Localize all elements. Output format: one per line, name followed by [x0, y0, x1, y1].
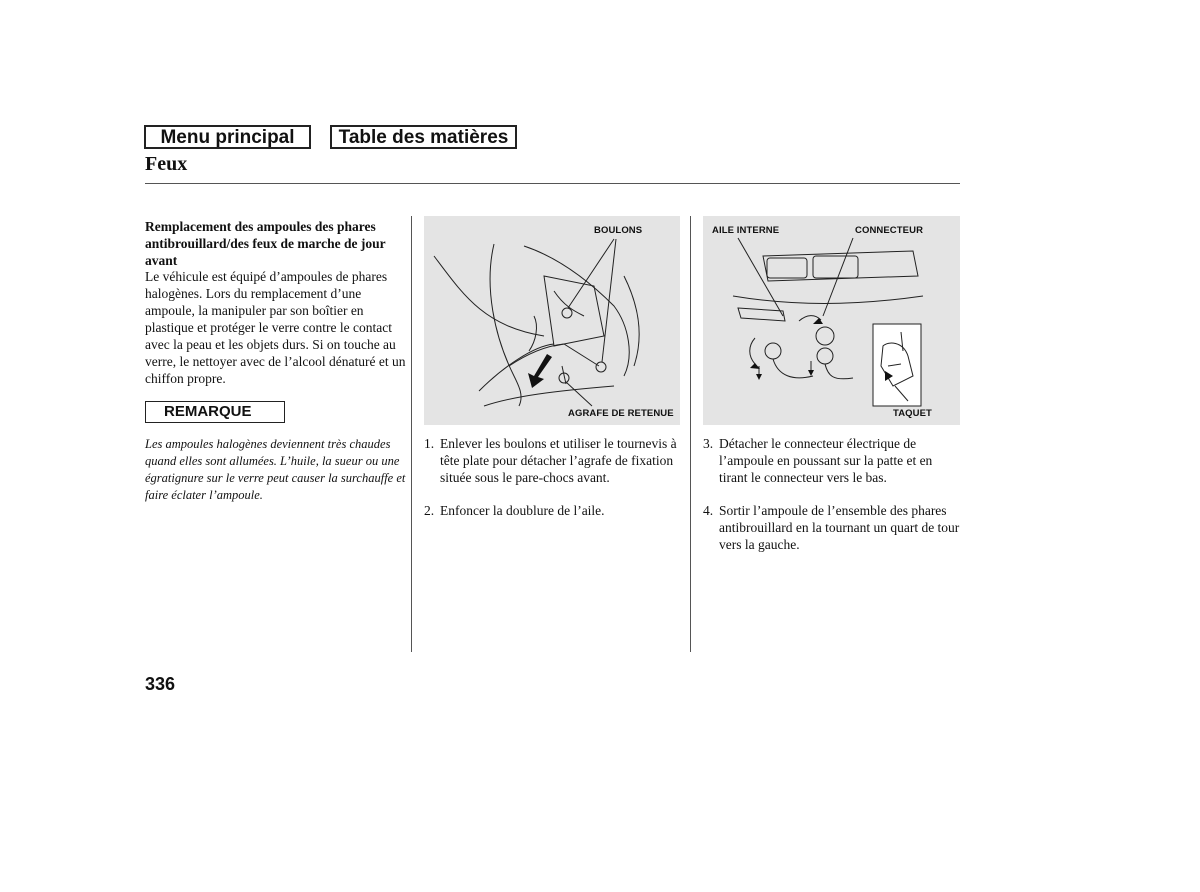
step-text: Enfoncer la doublure de l’aile.: [440, 503, 605, 518]
fog-light-illustration: [703, 216, 960, 425]
page-number: 336: [145, 674, 176, 694]
step-number: 4.: [703, 503, 714, 518]
label-agrafe: AGRAFE DE RETENUE: [568, 408, 674, 419]
column-divider-2: [690, 216, 691, 652]
step-number: 3.: [703, 436, 714, 451]
section-heading: Remplacement des ampoules des phares antibrouillard/des feux de marche de jour avant: [145, 219, 386, 268]
page-title: Feux: [145, 153, 188, 175]
table-of-contents-button[interactable]: Table des matières: [330, 125, 517, 149]
main-menu-button[interactable]: Menu principal: [144, 125, 311, 149]
step-number: 1.: [424, 436, 435, 451]
step-number: 2.: [424, 503, 435, 518]
figure-bolts-clip: [424, 216, 680, 425]
figure-fog-bulb: [703, 216, 960, 425]
bumper-illustration: [424, 216, 680, 425]
step-text: Sortir l’ampoule de l’ensemble des phares antibrouillard en la tournant un quart de tour vers la gauche.: [719, 503, 960, 552]
warning-note: Les ampoules halogènes deviennent très chaudes quand elles sont allumées. L’huile, la sueur ou une égratignure sur le verre peut causer la surchauffe et faire éclater l’ampoule.: [145, 437, 406, 502]
step-text: Enlever les boulons et utiliser le tournevis à tête plate pour détacher l’agrafe de fixation située sous le pare-chocs avant.: [440, 436, 677, 485]
label-connecteur: CONNECTEUR: [855, 225, 924, 236]
label-taquet: TAQUET: [893, 408, 932, 419]
remarque-badge: REMARQUE: [145, 401, 285, 423]
title-divider: [145, 183, 960, 184]
column-divider-1: [411, 216, 412, 652]
step-text: Détacher le connecteur électrique de l’ampoule en poussant sur la patte et en tirant le connecteur vers le bas.: [719, 436, 933, 485]
label-boulons: BOULONS: [594, 225, 643, 236]
intro-paragraph: Le véhicule est équipé d’ampoules de phares halogènes. Lors du remplacement d’une ampoule, la manipuler par son boîtier en plastique et protéger le verre contre le contact avec la peau et les objets durs. Si on touche au verre, le nettoyer avec de l’alcool dénaturé et un chiffon propre.: [145, 269, 406, 386]
label-aile-interne: AILE INTERNE: [712, 225, 780, 236]
